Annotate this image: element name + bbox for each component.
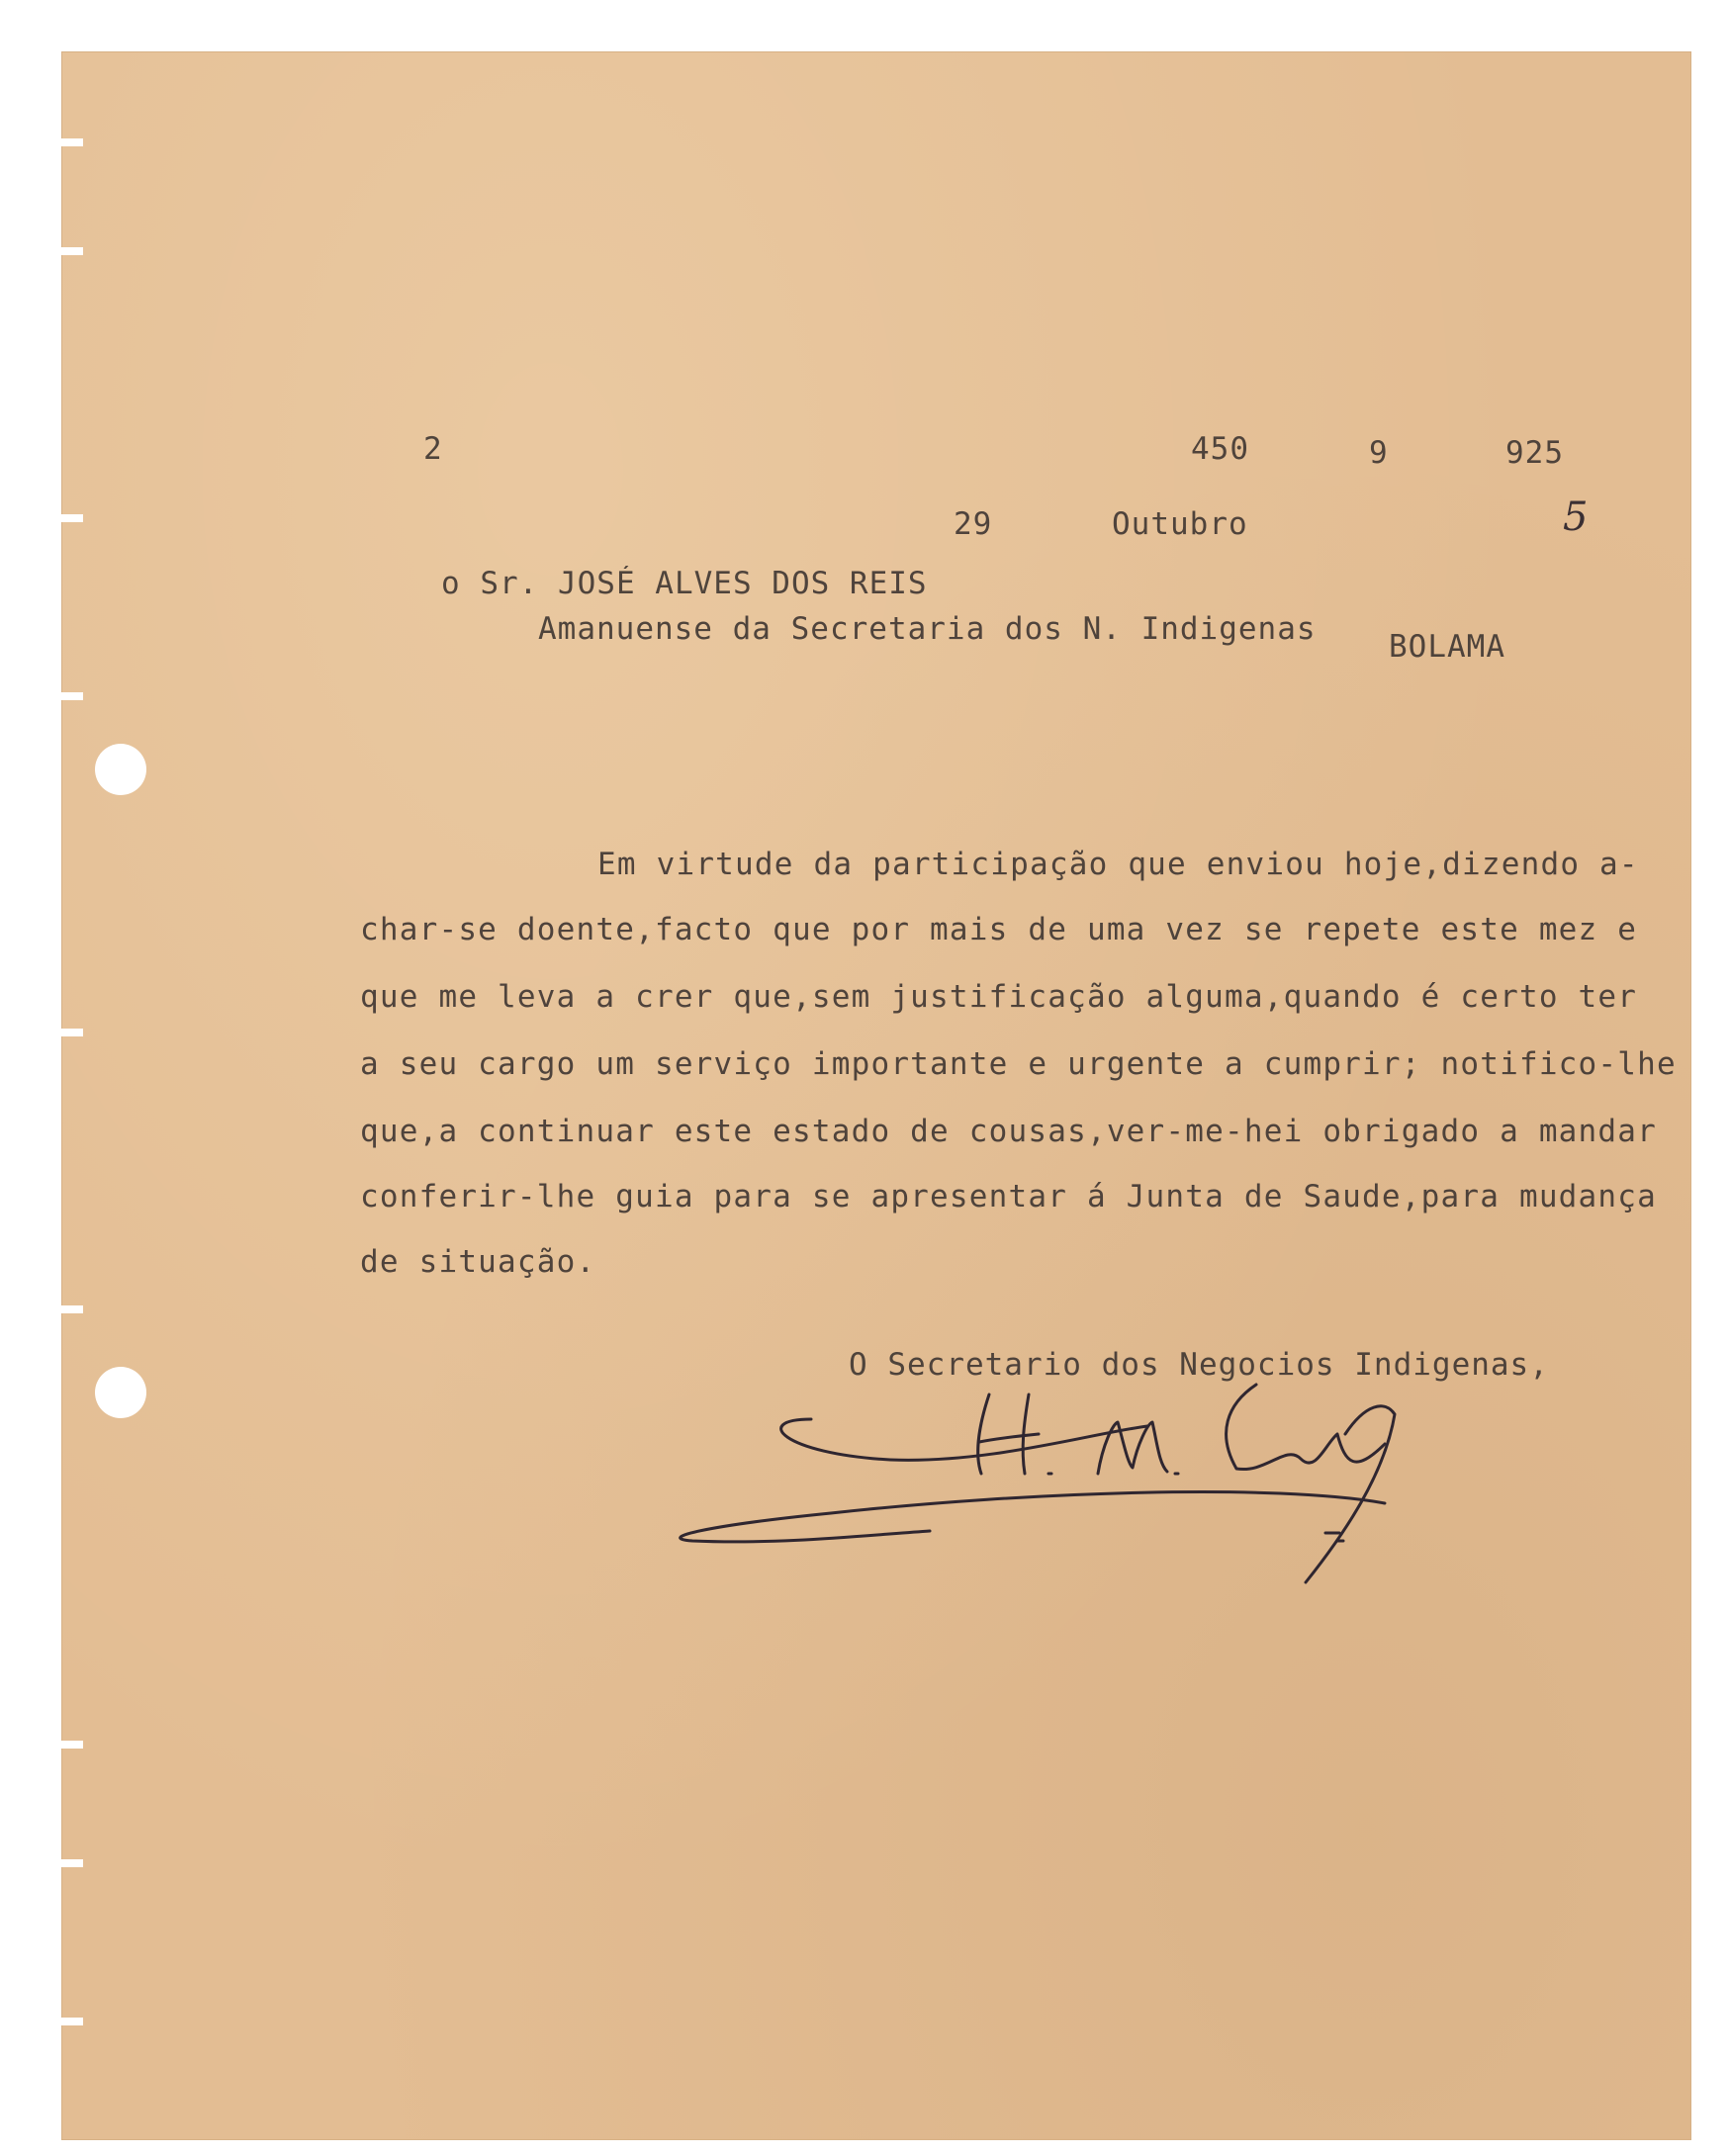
- body-line: Em virtude da participação que enviou hoje,dizendo a-: [597, 847, 1639, 882]
- torn-edge: [53, 1305, 83, 1313]
- body-line: que me leva a crer que,sem justificação alguma,quando é certo ter: [360, 979, 1638, 1015]
- torn-edge: [53, 1741, 83, 1749]
- process-number: 450: [1191, 431, 1249, 467]
- date-day: 29: [954, 506, 993, 542]
- torn-edge: [53, 1859, 83, 1867]
- addressee-city: BOLAMA: [1389, 629, 1505, 665]
- page-mark-handwritten: 5: [1563, 494, 1589, 540]
- torn-edge: [53, 692, 83, 700]
- addressee-title: Amanuense da Secretaria dos N. Indigenas: [538, 611, 1317, 647]
- torn-edge: [53, 138, 83, 146]
- addressee-name: o Sr. JOSÉ ALVES DOS REIS: [441, 566, 928, 601]
- body-line: que,a continuar este estado de cousas,ver-me-hei obrigado a mandar: [360, 1114, 1657, 1149]
- body-line: a seu cargo um serviço importante e urgente a cumprir; notifico-lhe: [360, 1046, 1677, 1082]
- torn-edge: [53, 1029, 83, 1036]
- torn-edge: [53, 247, 83, 255]
- closing-title: O Secretario dos Negocios Indigenas,: [849, 1347, 1549, 1383]
- body-line: de situação.: [360, 1244, 596, 1280]
- month-number: 9: [1369, 435, 1389, 471]
- year: 925: [1505, 435, 1564, 471]
- reference-number: 2: [423, 431, 443, 467]
- body-line: conferir-lhe guia para se apresentar á Junta de Saude,para mudança: [360, 1179, 1657, 1214]
- body-line: char-se doente,facto que por mais de uma vez se repete este mez e: [360, 912, 1638, 947]
- date-month: Outubro: [1112, 506, 1248, 542]
- punch-hole-lower: [95, 1367, 146, 1418]
- torn-edge: [53, 514, 83, 522]
- torn-edge: [53, 2018, 83, 2025]
- punch-hole-upper: [95, 744, 146, 795]
- handwritten-signature: [633, 1365, 1405, 1592]
- document-page: [61, 51, 1691, 2140]
